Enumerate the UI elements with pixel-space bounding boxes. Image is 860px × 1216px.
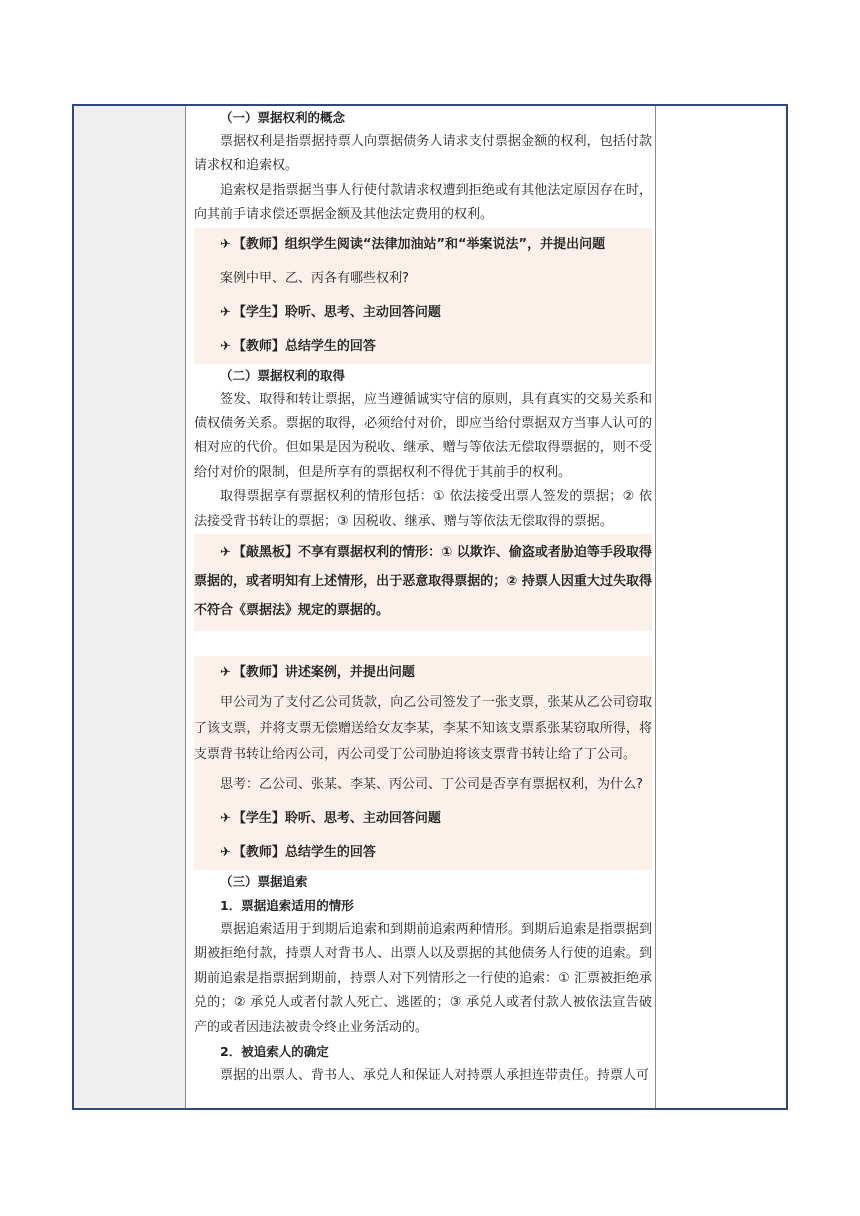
plane-icon: ✈ xyxy=(220,811,231,827)
section-heading-2: （二）票据权利的取得 xyxy=(220,367,346,383)
teacher-summary: ✈ 【教师】总结学生的回答 xyxy=(220,338,376,354)
section-heading-1: （一）票据权利的概念 xyxy=(220,110,346,125)
subheading: 1．票据追索适用的情形 xyxy=(220,898,354,914)
plane-icon: ✈ xyxy=(220,845,231,861)
right-column xyxy=(655,106,786,1108)
content-column xyxy=(194,106,652,1089)
student-response: ✈ 【学生】聆听、思考、主动回答问题 xyxy=(220,304,441,320)
plane-icon: ✈ xyxy=(220,545,231,561)
plane-icon: ✈ xyxy=(220,236,231,252)
question-text: 思考：乙公司、张某、李某、丙公司、丁公司是否享有票据权利，为什么? xyxy=(220,777,643,793)
case-box xyxy=(194,656,652,870)
section-heading-3: （三）票据追索 xyxy=(220,874,308,890)
blackboard-note: ✈ 【敲黑板】不享有票据权利的情形：① 以欺诈、偷盗或者胁迫等手段取得票据的，或者明知有上述情形，出于恶意取得票据的；② 持票人因重大过失取得不符合《票据法》规定的票据的。 xyxy=(194,545,652,619)
teacher-prompt: ✈ 【教师】组织学生阅读“法律加油站”和“举案说法”，并提出问题 xyxy=(220,236,606,252)
activity-box xyxy=(194,228,652,364)
paragraph: 追索权是指票据当事人行使付款请求权遭到拒绝或有其他法定原因存在时，向其前手请求偿还票据金额及其他法定费用的权利。 xyxy=(194,182,652,223)
paragraph: 票据追索适用于到期后追索和到期前追索两种情形。到期后追索是指票据到期被拒绝付款，持票人对背书人、出票人以及票据的其他债务人行使的追索。到期前追索是指票据到期前，持票人对下列情形之一行使的追索：① 汇票被拒绝承兑的；② 承兑人或者付款人死亡、逃匿的；③ 承兑人或者付款人被依法宣告破产的或者因违法被责令终止业务活动的。 xyxy=(194,922,652,1035)
lesson-table xyxy=(72,104,788,1110)
teacher-summary: ✈ 【教师】总结学生的回答 xyxy=(220,845,376,861)
paragraph: 票据的出票人、背书人、承兑人和保证人对持票人承担连带责任。持票人可 xyxy=(220,1068,650,1084)
plane-icon: ✈ xyxy=(220,304,231,320)
case-story: 甲公司为了支付乙公司货款，向乙公司签发了一张支票，张某从乙公司窃取了该支票，并将支票无偿赠送给女友李某，李某不知该支票系张某窃取所得，将支票背书转让给丙公司，丙公司受丁公司胁迫将该支票背书转让给了丁公司。 xyxy=(194,695,652,763)
blackboard-box xyxy=(194,534,652,631)
left-column xyxy=(74,106,186,1108)
subheading: 2．被追索人的确定 xyxy=(220,1044,329,1060)
paragraph: 票据权利是指票据持票人向票据债务人请求支付票据金额的权利，包括付款请求权和追索权。 xyxy=(194,134,652,174)
paragraph: 取得票据享有票据权利的情形包括：① 依法接受出票人签发的票据；② 依法接受背书转让的票据；③ 因税收、继承、赠与等依法无偿取得的票据。 xyxy=(194,489,652,529)
paragraph: 签发、取得和转让票据，应当遵循诚实守信的原则，具有真实的交易关系和债权债务关系。票据的取得，必须给付对价，即应当给付票据双方当事人认可的相对应的代价。但如果是因为税收、继承、赠与等依法无偿取得票据的，则不受给付对价的限制，但是所享有的票据权利不得优于其前手的权利。 xyxy=(194,391,652,480)
question-text: 案例中甲、乙、丙各有哪些权利? xyxy=(220,270,409,286)
teacher-prompt: ✈ 【教师】讲述案例，并提出问题 xyxy=(220,665,415,681)
student-response: ✈ 【学生】聆听、思考、主动回答问题 xyxy=(220,811,441,827)
plane-icon: ✈ xyxy=(220,665,231,681)
plane-icon: ✈ xyxy=(220,338,231,354)
